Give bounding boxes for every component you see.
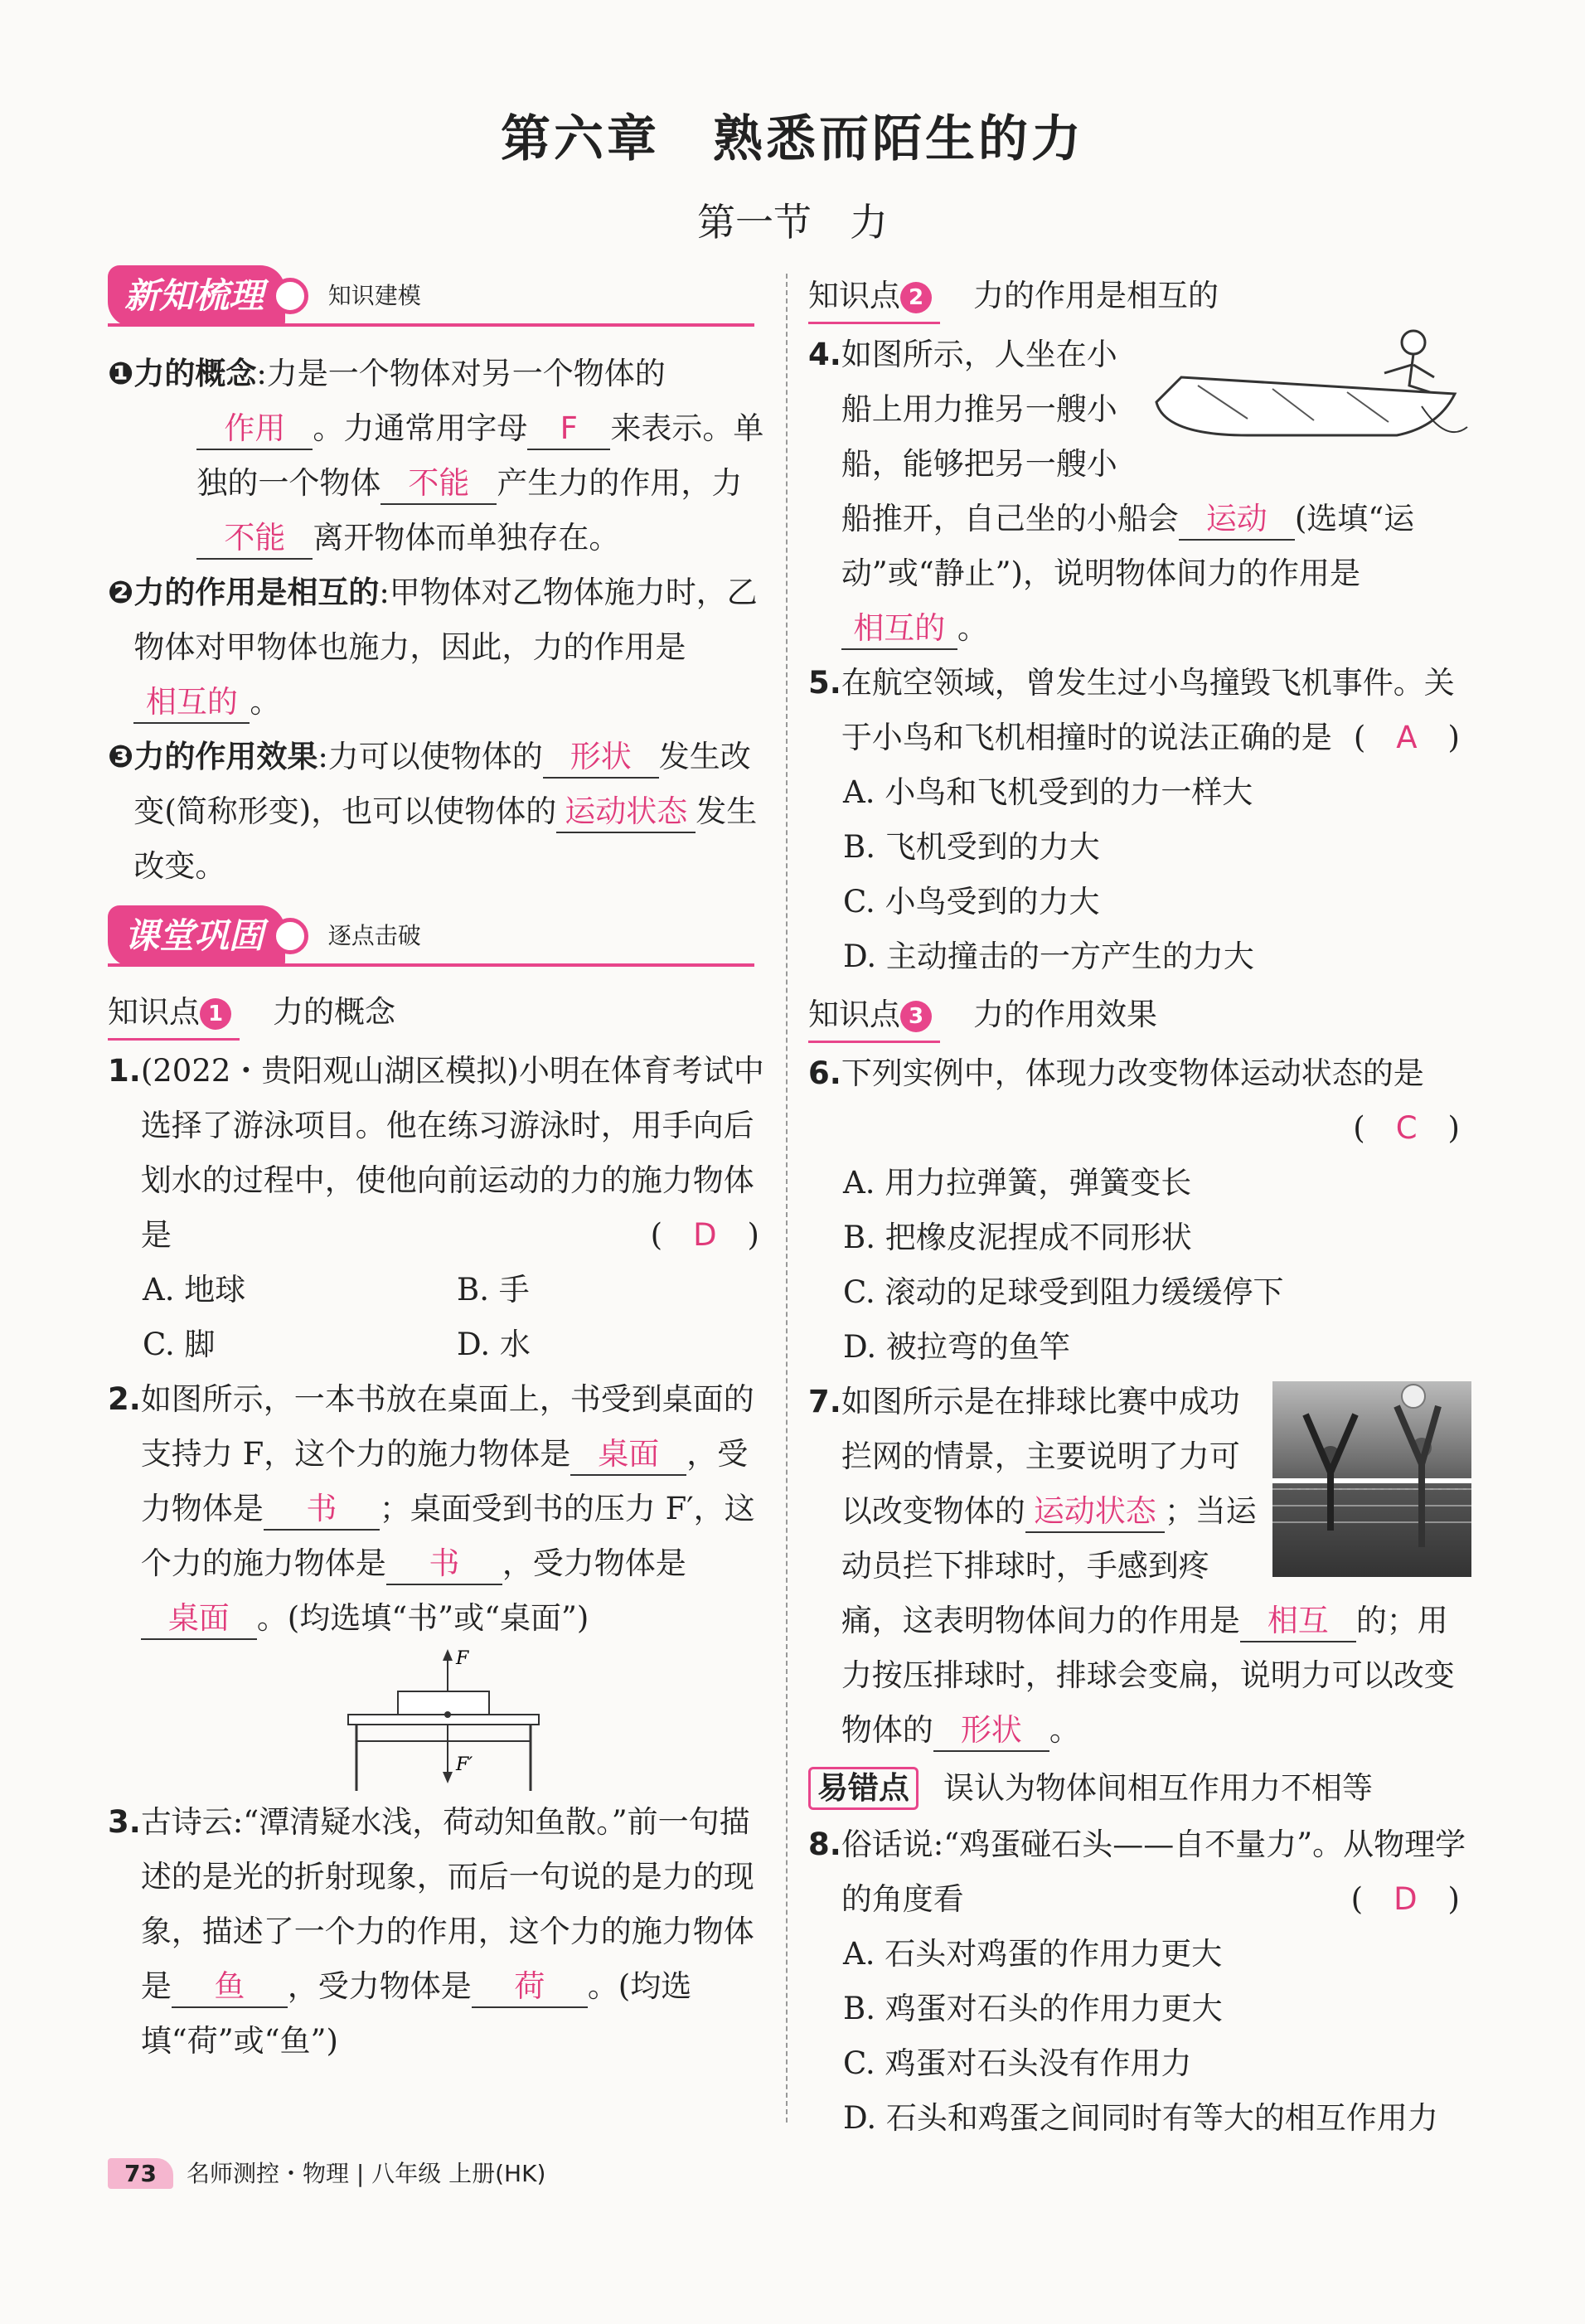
banner-class-review [108,905,771,980]
error-tag: 易错点 [808,1767,919,1810]
footer-text: 名师测控・物理 | 八年级 上册(HK) [186,2160,546,2187]
answer-blank: 桌面 [141,1599,257,1640]
text: 。 [250,684,281,720]
banner-underline [108,963,754,967]
option: A. 地球 [143,1272,246,1308]
kp-title: 力的作用是相互的 [973,278,1219,313]
knowledge-point-3 [808,989,1471,1043]
page-number: 73 [108,2158,173,2189]
option: D. 水 [457,1327,531,1362]
error-title: 误认为物体间相互作用力不相等 [943,1770,1373,1806]
text: 如图所示，人坐在小船上用力推另一艘小船，能够把另一艘小船推开，自己坐的小船会 [841,337,1179,536]
question-text: (2022・贵阳观山湖区模拟)小明在体育考试中选择了游泳项目。他在练习游泳时，用手向后划水的过程中，使他向前运动的力的施力物体是 [140,1053,764,1253]
option: B. 鸡蛋对石头的作用力更大 [843,1991,1223,2026]
answer-blank: 不能 [380,463,497,505]
options-row [108,1263,771,1317]
option: C. 脚 [143,1327,216,1362]
option: C. 鸡蛋对石头没有作用力 [843,2045,1192,2081]
answer-blank: 相互的 [133,682,250,724]
option: B. 手 [457,1272,530,1308]
answer-choice: ( D ) [1350,1881,1460,1917]
magnifier-icon [272,278,308,314]
answer-blank: 书 [264,1489,380,1531]
text: :力可以使物体的 [317,739,543,774]
error-point [808,1763,1471,1814]
right-column [808,265,1471,2146]
question-6 [808,1046,1471,1156]
text: ；当运动员拦下排球时，手感到疼痛，这表明物体间力的作用是 [841,1493,1257,1638]
volleyball-scene [1272,1381,1471,1577]
answer-choice: ( D ) [650,1217,759,1253]
boats-illustration [1148,327,1471,452]
text: 来表示。单独的一个物体 [196,410,764,501]
banner-subtitle: 逐点击破 [327,922,421,949]
force-label-f-prime: F′ [456,1754,473,1775]
question-text: 下列实例中，体现力改变物体运动状态的是 [841,1055,1424,1091]
question-number: 5. [808,665,841,701]
answer-blank: 作用 [196,409,313,450]
question-4 [808,327,1471,656]
kp-tag: 知识点 3 [808,989,940,1043]
banner-underline [108,323,754,327]
option: C. 滚动的足球受到阻力缓缓停下 [843,1274,1284,1310]
question-number: 1. [108,1053,141,1089]
concept-2 [108,565,771,730]
option: D. 被拉弯的鱼竿 [843,1329,1070,1365]
concept-label: 力的概念 [133,356,257,391]
answer-blank: 荷 [472,1967,588,2008]
concept-label: 力的作用是相互的 [133,575,380,610]
banner-tag: 课堂巩固 [108,905,285,967]
book-on-table-figure [108,1646,771,1795]
kp-tag: 知识点 1 [108,987,240,1041]
option: A. 用力拉弹簧，弹簧变长 [843,1165,1192,1201]
text: 。(均选填“荷”或“鱼”) [140,1968,692,2059]
question-number: 8. [808,1827,841,1862]
target-icon [272,918,308,954]
chapter-title: 第六章 熟悉而陌生的力 [501,110,1084,168]
answer-blank: 桌面 [570,1434,686,1476]
option: D. 主动撞击的一方产生的力大 [843,939,1254,974]
text: 如图所示，一本书放在桌面上，书受到桌面的支持力 F，这个力的施力物体是 [140,1381,754,1472]
text: 古诗云:“潭清疑水浅，荷动知鱼散。”前一句描述的是光的折射现象，而后一句说的是力的现象，描述了一个力的作用，这个力的施力物体是 [140,1804,754,2004]
answer-choice: ( C ) [1353,1110,1460,1146]
option: B. 把橡皮泥捏成不同形状 [843,1220,1192,1255]
volleyball-photo [1272,1381,1471,1577]
answer-blank: 相互的 [841,609,957,650]
answer-blank: 运动 [1179,499,1295,541]
question-number: 3. [108,1804,141,1840]
concept-label: 力的作用效果 [133,739,318,774]
left-column [108,265,771,2069]
kp-title: 力的概念 [273,994,395,1030]
answer-blank: 相互 [1240,1601,1356,1642]
answer-blank: 运动状态 [556,792,696,833]
kp-tag: 知识点 2 [808,270,940,324]
answer-blank: 运动状态 [1025,1492,1165,1533]
text: 产生力的作用，力 [497,465,743,501]
bullet-3: ❸ [108,739,134,774]
answer-blank: 鱼 [172,1967,288,2008]
answer-blank: 不能 [196,518,313,560]
banner-new-knowledge [108,265,771,340]
text: (选填“运动”或“静止”)，说明物体间力的作用是 [841,501,1415,591]
text: ，受力物体是 [140,1436,749,1526]
kp-number: 3 [900,1001,932,1032]
knowledge-point-1 [108,987,771,1041]
text: 的；用力按压排球时，排球会变扁，说明力可以改变物体的 [841,1603,1455,1748]
banner-tag: 新知梳理 [108,265,285,327]
question-3 [108,1795,771,2069]
force-label-f: F [456,1648,469,1669]
text: ，受力物体是 [287,1968,472,2004]
text: :力是一个物体对另一个物体的 [256,356,666,391]
page-footer [108,2156,545,2197]
text: 离开物体而单独存在。 [313,520,620,556]
answer-choice: ( A ) [1353,720,1460,755]
text: 发生改变。 [133,793,758,884]
text: 。 [957,610,988,646]
options-row [108,1317,771,1372]
text: ，受力物体是 [502,1545,686,1581]
question-1 [108,1044,771,1263]
knowledge-point-2 [808,270,1471,324]
bullet-2: ❷ [108,575,134,610]
option: C. 小鸟受到的力大 [843,884,1100,919]
option: B. 飞机受到的力大 [843,829,1100,865]
question-2 [108,1372,771,1646]
text: 。(均选填“书”或“桌面”) [256,1600,589,1636]
concept-1 [108,347,771,565]
answer-blank: F [527,409,610,450]
section-title: 第一节 力 [697,200,888,245]
option: D. 石头和鸡蛋之间同时有等大的相互作用力 [843,2100,1438,2136]
question-7 [808,1375,1471,1758]
question-number: 4. [808,337,841,372]
question-text: 俗话说:“鸡蛋碰石头——自不量力”。从物理学的角度看 [841,1827,1466,1917]
kp-number: 1 [200,998,231,1030]
text: 。力通常用字母 [313,410,528,446]
book-table-diagram [108,1646,771,1795]
question-8 [808,1817,1471,1927]
text: 。 [1049,1712,1080,1748]
option: A. 小鸟和飞机受到的力一样大 [843,774,1253,810]
question-number: 7. [808,1384,841,1419]
column-divider [786,274,788,2123]
text: 发生改变(简称形变)，也可以使物体的 [133,739,751,829]
kp-title: 力的作用效果 [973,997,1157,1032]
kp-number: 2 [900,282,932,313]
question-number: 2. [108,1381,141,1417]
answer-blank: 形状 [933,1710,1049,1752]
answer-blank: 书 [386,1544,502,1585]
question-number: 6. [808,1055,841,1091]
bullet-1: ❶ [108,356,134,391]
text: :甲物体对乙物体施力时，乙物体对甲物体也施力，因此，力的作用是 [133,575,758,665]
question-5 [808,656,1471,765]
option: A. 石头对鸡蛋的作用力更大 [843,1936,1223,1972]
concept-3 [108,730,771,894]
answer-blank: 形状 [543,737,659,779]
banner-subtitle: 知识建模 [327,282,421,309]
text: ；桌面受到书的压力 F′，这个力的施力物体是 [140,1491,755,1581]
question-text: 在航空领域，曾发生过小鸟撞毁飞机事件。关于小鸟和飞机相撞时的说法正确的是 [841,665,1455,755]
text: 如图所示是在排球比赛中成功拦网的情景，主要说明了力可以改变物体的 [841,1384,1240,1529]
